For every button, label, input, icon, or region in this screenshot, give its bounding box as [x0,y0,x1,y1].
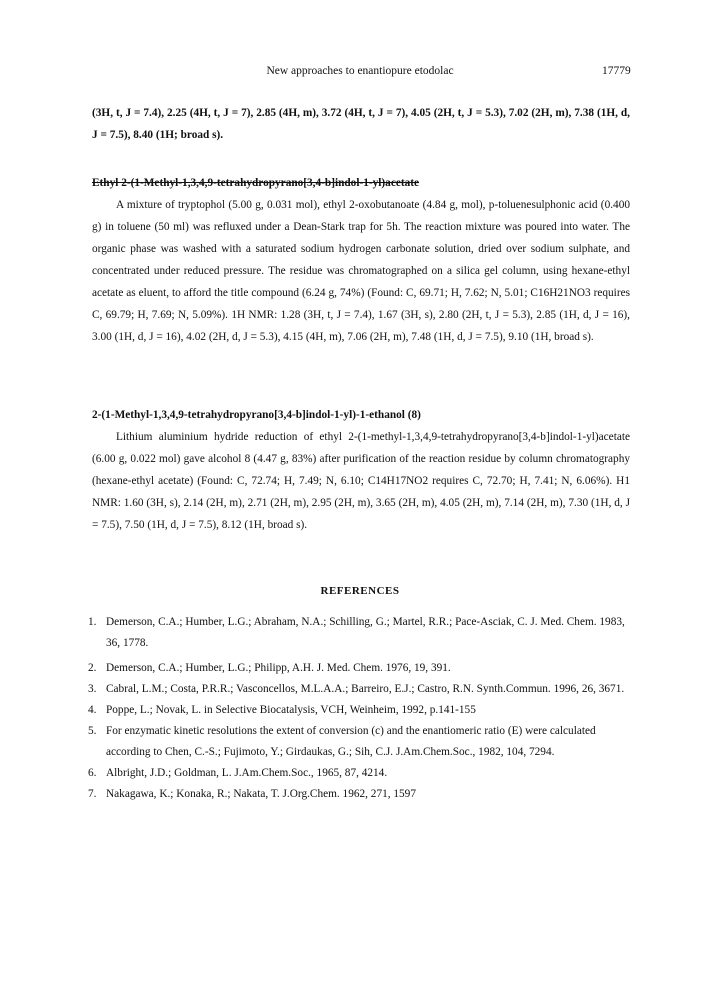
reference-text: Demerson, C.A.; Humber, L.G.; Abraham, N.A.; Schilling, G.; Martel, R.R.; Pace-Asciak, C. J. Med. Chem. 1983, 36, 1778. [106,616,625,649]
reference-text: Albright, J.D.; Goldman, L. J.Am.Chem.Soc., 1965, 87, 4214. [106,767,388,779]
nmr-data: 1H NMR: 1.28 (3H, t, J = 7.4), 1.67 (3H, s), 2.80 (2H, t, J = 5.3), 2.85 (1H, d, J = 16), 3.00 (1H, d, J = 16), 4.02 (2H, d, J = 5.3), 4.15 (4H, m), 7.06 (2H, m), 7.48 (1H, d, J = 7.5), 9.10 (1H, broad s). [92,309,630,343]
section-heading: Ethyl 2-(1-Methyl-1,3,4,9-tetrahydropyrano[3,4-b]indol-1-yl)acetate [92,177,420,189]
reference-text: Poppe, L.; Novak, L. in Selective Biocatalysis, VCH, Weinheim, 1992, p.141-155 [106,704,476,716]
reference-text: For enzymatic kinetic resolutions the extent of conversion (c) and the enantiomeric ratio (E) were calculated according to Chen, C.-S.; Fujimoto, Y.; Girdaukas, G.; Sih, C.J. J.Am.Chem.Soc., 1982, 104, 7294. [106,725,596,758]
section-paragraph: Lithium aluminium hydride reduction of ethyl 2-(1-methyl-1,3,4,9-tetrahydropyrano[3,4-b]indol-1-yl)acetate (6.00 g, 0.022 mol) gave alcohol 8 (4.47 g, 83%) after purification of the reaction residue by column chromatography (hexane-ethyl acetate) (Found: C, 72.74; H, 7.49; N, 6.10; C14H17NO2 requires C, 72.70; H, 7.41; N, 6.06%). H1 NMR: 1.60 (3H, s), 2.14 (2H, m), 2.71 (2H, m), 2.95 (2H, m), 3.65 (2H, m), 4.05 (2H, m), 7.14 (2H, m), 7.30 (1H, d, J = 7.5), 7.50 (1H, d, J = 7.5), 8.12 (1H, broad s). [92,431,630,531]
reference-item [88,658,632,679]
reference-item [88,700,632,721]
running-title: New approaches to enantiopure etodolac [266,65,454,77]
reference-item [88,784,632,805]
section-heading: 2-(1-Methyl-1,3,4,9-tetrahydropyrano[3,4-b]indol-1-yl)-1-ethanol (8) [92,409,421,421]
reference-number: 4. [88,704,97,716]
reference-item [88,612,632,654]
references-heading: REFERENCES [320,585,400,597]
section-paragraph [92,194,630,348]
reference-item [88,679,632,700]
nmr-continuation-text: (3H, t, J = 7.4), 2.25 (4H, t, J = 7), 2.85 (4H, m), 3.72 (4H, t, J = 7), 4.05 (2H, t, J = 5.3), 7.02 (2H, m), 7.38 (1H, d, J = 7.5), 8.40 (1H; broad s). [92,107,630,141]
reference-number: 7. [88,788,97,800]
reference-item [88,721,632,763]
reference-number: 2. [88,662,97,674]
reference-number: 5. [88,725,97,737]
reference-number: 1. [88,616,97,628]
section-ethanol [92,404,630,536]
reference-number: 6. [88,767,97,779]
reference-text: Nakagawa, K.; Konaka, R.; Nakata, T. J.Org.Chem. 1962, 271, 1597 [106,788,416,800]
reference-text: Demerson, C.A.; Humber, L.G.; Philipp, A.H. J. Med. Chem. 1976, 19, 391. [106,662,451,674]
reference-item [88,763,632,784]
reference-text: Cabral, L.M.; Costa, P.R.R.; Vasconcellos, M.L.A.A.; Barreiro, E.J.; Castro, R.N. Synth.Commun. 1996, 26, 3671. [106,683,625,695]
reference-list [88,612,632,805]
page-number: 17779 [602,65,631,77]
section-ethyl-acetate [92,172,630,348]
paragraph-text: A mixture of tryptophol (5.00 g, 0.031 mol), ethyl 2-oxobutanoate (4.84 g, mol), p-toluenesulphonic acid (0.400 g) in toluene (50 ml) was refluxed under a Dean-Stark trap for 5h. The reaction mixture was poured into water. The organic phase was washed with a saturated sodium hydrogen carbonate solution, dried over sodium sulphate, and concentrated under reduced pressure. The residue was chromatographed on a silica gel column, using hexane-ethyl acetate as eluent, to afford the title compound (6.24 g, 74%) (Found: C, 69.71; H, 7.62; N, 5.01; C16H21NO3 requires C, 69.79; H, 7.69; N, 5.09%). [92,199,630,321]
reference-number: 3. [88,683,97,695]
